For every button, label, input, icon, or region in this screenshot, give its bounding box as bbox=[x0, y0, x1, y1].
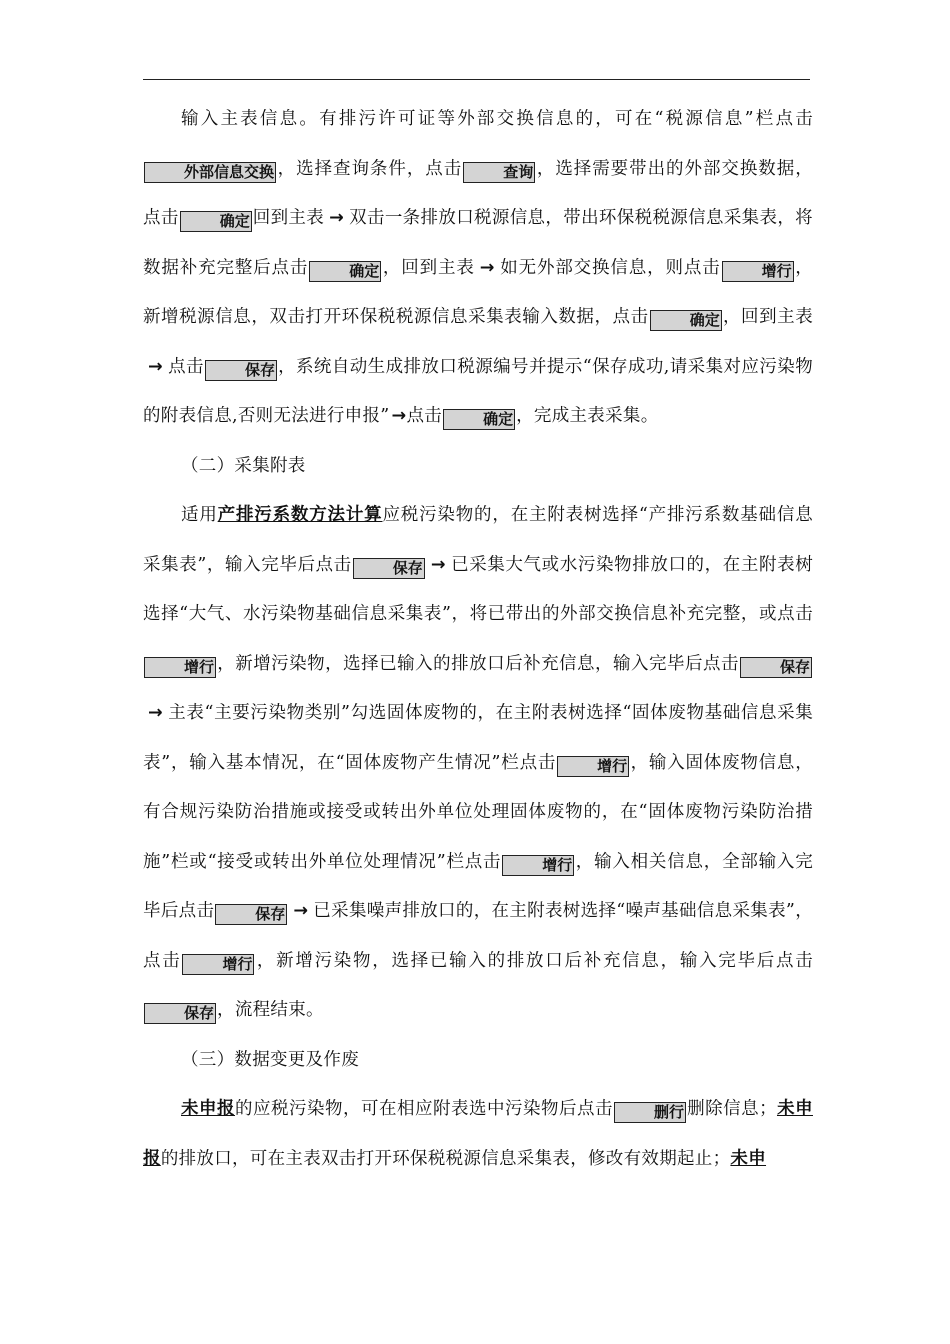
header-rule bbox=[143, 79, 810, 80]
text: 删除信息； bbox=[686, 1099, 777, 1119]
text: 主表“主要污染物类别”勾选固体废物的，在主附表树选择“固体废物基础信息采集表”，输入基本情况，在“固体废物产生情况”栏点击 bbox=[143, 703, 813, 773]
text: 适用 bbox=[181, 505, 218, 525]
section-heading-2: （二）采集附表 bbox=[181, 455, 306, 476]
text: ，回到主表 bbox=[382, 257, 475, 278]
arrow-icon: → bbox=[293, 901, 309, 921]
confirm-button-label: 确定 bbox=[443, 409, 515, 430]
text: 点击 bbox=[167, 356, 204, 377]
delete-row-button-label: 删行 bbox=[614, 1102, 686, 1123]
save-button-label: 保存 bbox=[205, 360, 277, 381]
text: ，完成主表采集。 bbox=[516, 406, 659, 426]
text: ，新增污染物，选择已输入的排放口后补充信息，输入完毕后点击 bbox=[217, 653, 739, 674]
text: ，新增污染物，选择已输入的排放口后补充信息，输入完毕后点击 bbox=[255, 950, 813, 971]
text: ，选择查询条件，点击 bbox=[277, 158, 463, 179]
save-button-label: 保存 bbox=[215, 904, 287, 925]
save-button-label: 保存 bbox=[144, 1003, 216, 1024]
emphasis: 产排污系数方法计算 bbox=[217, 505, 383, 525]
text: 的应税污染物，可在相应附表选中污染物后点击 bbox=[235, 1099, 613, 1119]
add-row-button-label: 增行 bbox=[557, 756, 629, 777]
text: ，系统自动生成排放口税源编号并提示“保存成功,请采集对应污染物的附表信息,否则无法进行申报” bbox=[143, 356, 813, 426]
arrow-icon: → bbox=[430, 554, 446, 575]
text: ，输入固体废物信息，有合规污染防治措施或接受或转出外单位处理固体废物的，在“固体废物污染防治措施”栏或“接受或转出外单位处理情况”栏点击 bbox=[143, 752, 813, 872]
arrow-icon: → bbox=[329, 208, 345, 228]
add-row-button-label: 增行 bbox=[722, 261, 794, 282]
save-button-label: 保存 bbox=[740, 657, 812, 678]
text: 点击 bbox=[406, 406, 443, 426]
add-row-button-label: 增行 bbox=[502, 855, 574, 876]
query-button-label: 查询 bbox=[463, 162, 535, 183]
paragraph-main-table bbox=[143, 95, 813, 442]
text: 回到主表 bbox=[252, 208, 325, 228]
save-button-label: 保存 bbox=[353, 558, 425, 579]
text: ，选择需要带出的外部交换数据，点击 bbox=[143, 158, 814, 228]
emphasis: 未申报 bbox=[143, 1099, 813, 1169]
arrow-icon: → bbox=[479, 257, 495, 278]
external-exchange-button-label: 外部信息交换 bbox=[144, 162, 276, 183]
paragraph-data-change bbox=[143, 1085, 813, 1184]
paragraph-attach-tables bbox=[143, 491, 813, 1036]
add-row-button-label: 增行 bbox=[182, 954, 254, 975]
arrow-icon: → bbox=[391, 406, 407, 426]
arrow-icon: → bbox=[148, 703, 163, 723]
arrow-icon: → bbox=[148, 356, 163, 377]
text: 已采集大气或水污染物排放口的，在主附表树选择“大气、水污染物基础信息采集表”，将已带出的外部交换信息补充完整，或点击 bbox=[143, 554, 814, 624]
text: ，流程结束。 bbox=[217, 1000, 324, 1020]
text: 的排放口，可在主表双击打开环保税税源信息采集表，修改有效期起止； bbox=[160, 1148, 731, 1169]
text: ，新增税源信息，双击打开环保税税源信息采集表输入数据，点击 bbox=[143, 257, 813, 327]
text: 应税污染物的，在主附表树选择“产排污系数基础信息采集表”，输入完毕后点击 bbox=[143, 505, 813, 575]
emphasis: 未申报 bbox=[181, 1099, 235, 1119]
document-body bbox=[143, 95, 813, 1184]
confirm-button-label: 确定 bbox=[309, 261, 381, 282]
text: 双击一条排放口税源信息，带出环保税税源信息采集表，将数据补充完整后点击 bbox=[143, 208, 813, 278]
text: 输入主表信息。有排污许可证等外部交换信息的，可在“税源信息”栏点击 bbox=[181, 109, 813, 129]
text: ，输入相关信息，全部输入完毕后点击 bbox=[143, 851, 813, 921]
text: 已采集噪声排放口的，在主附表树选择“噪声基础信息采集表”，点击 bbox=[143, 901, 814, 971]
emphasis: 未申 bbox=[730, 1148, 767, 1169]
confirm-button-label: 确定 bbox=[650, 310, 722, 331]
text: 如无外部交换信息，则点击 bbox=[499, 257, 721, 278]
confirm-button-label: 确定 bbox=[180, 211, 252, 232]
add-row-button-label: 增行 bbox=[144, 657, 216, 678]
text: ，回到主表 bbox=[722, 307, 814, 327]
section-heading-3: （三）数据变更及作废 bbox=[181, 1049, 359, 1070]
